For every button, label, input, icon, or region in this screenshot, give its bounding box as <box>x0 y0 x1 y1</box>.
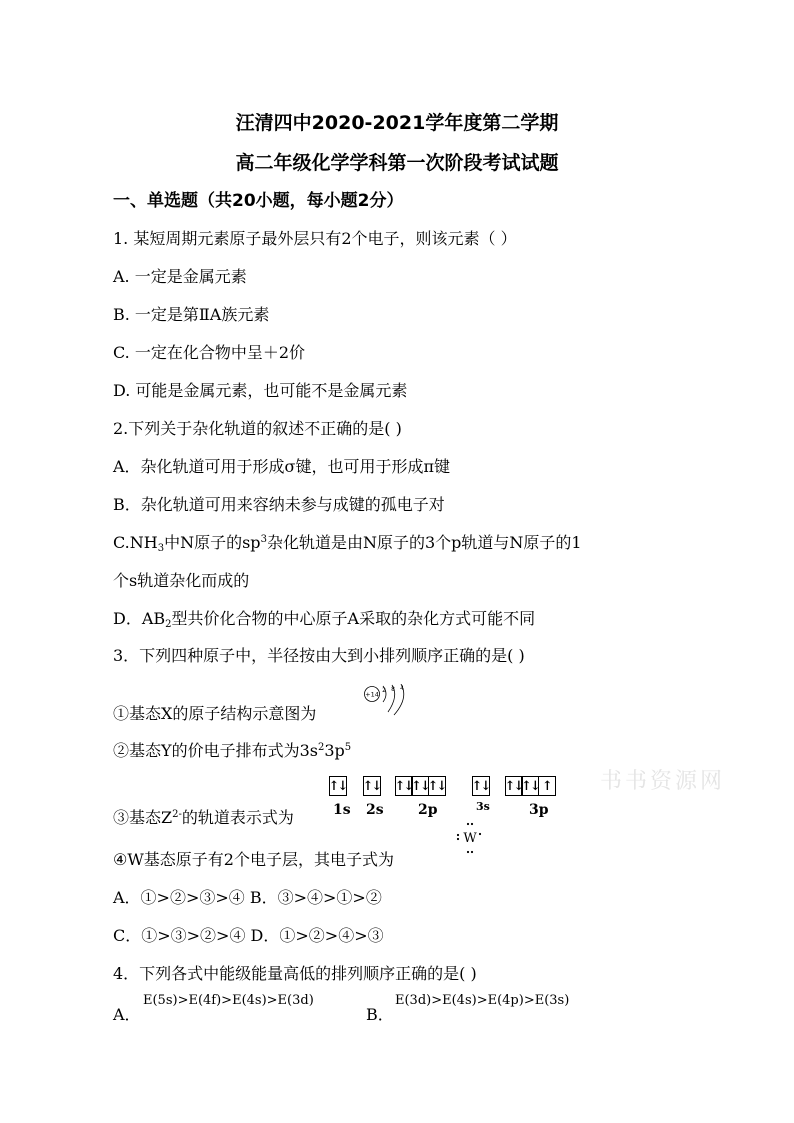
orbital-label-2s: 2s <box>366 802 384 818</box>
dot <box>457 838 459 840</box>
orbital-group-2p <box>396 776 446 796</box>
q1-option-c: C. 一定在化合物中呈＋2价 <box>113 343 306 362</box>
dot <box>467 823 469 825</box>
orbital-label-1s: 1s <box>333 802 351 818</box>
q2-c-pre: C.NH <box>113 533 158 552</box>
q2-option-c-continued: 个s轨道杂化而成的 <box>113 571 250 590</box>
nucleus-charge: +14 <box>365 690 379 699</box>
dot <box>479 833 481 835</box>
dot <box>471 851 473 853</box>
orbital-group-1s <box>330 776 347 796</box>
q2-c-post: 杂化轨道是由N原子的3个p轨道与N原子的1 <box>266 533 582 552</box>
q2-d-sub: 2 <box>165 619 172 630</box>
q2-option-b: B．杂化轨道可用来容纳未参与成键的孤电子对 <box>113 495 445 514</box>
orbital-group-3s <box>473 776 490 796</box>
w-symbol: W <box>463 831 477 846</box>
orbital-group-2s <box>364 776 381 796</box>
q2-d-pre: D．AB <box>113 609 166 628</box>
q3-options-cd: C．①>③>②>④ D．①>②>④>③ <box>113 926 384 945</box>
orbital-box: ↑↓ <box>505 776 523 796</box>
q2-option-d <box>113 606 535 630</box>
shell-electrons-3: 4 <box>400 685 404 692</box>
orbital-box: ↑↓ <box>521 776 539 796</box>
q2-option-a: A．杂化轨道可用于形成σ键，也可用于形成π键 <box>113 457 450 476</box>
q3-i2-pre: ②基态Y的价电子排布式为3s <box>113 741 318 760</box>
dot <box>471 823 473 825</box>
orbital-group-3p <box>506 776 556 796</box>
electron-dot-diagram <box>452 818 488 858</box>
q2-c-mid: 中N原子的sp <box>164 533 261 552</box>
q1-option-d: D. 可能是金属元素，也可能不是金属元素 <box>113 381 408 400</box>
orbital-box: ↑↓ <box>472 776 490 796</box>
orbital-box: ↑↓ <box>395 776 413 796</box>
q3-options-ab: A．①>②>③>④ B．③>④>①>② <box>113 888 382 907</box>
q2-c-sub: 3 <box>157 543 165 554</box>
q3-i2-sup1: 2 <box>317 742 325 753</box>
orbital-box: ↑↓ <box>411 776 429 796</box>
orbital-label-3p: 3p <box>529 802 549 818</box>
orbital-label-3s: 3s <box>476 800 490 813</box>
q4-option-a-expr: E(5s)>E(4f)>E(4s)>E(3d) <box>143 993 314 1008</box>
q2-option-c <box>113 530 582 554</box>
q3-i2-sup2: 5 <box>344 742 352 753</box>
q3-i3-sup: 2- <box>172 809 182 820</box>
exam-title-school: 汪清四中2020-2021学年度第二学期 <box>235 112 559 134</box>
orbital-box: ↑ <box>538 776 556 796</box>
watermark: 书书资源网 <box>600 769 726 794</box>
q1-option-b: B. 一定是第ⅡA族元素 <box>113 305 270 324</box>
q2-stem: 2.下列关于杂化轨道的叙述不正确的是( ) <box>113 419 402 438</box>
atomic-structure-diagram <box>362 684 418 716</box>
exam-title-subject: 高二年级化学学科第一次阶段考试试题 <box>235 152 559 174</box>
q3-item-2 <box>113 738 351 761</box>
q1-stem: 1. 某短周期元素原子最外层只有2个电子，则该元素（ ） <box>113 229 517 248</box>
shell-electrons-1: 2 <box>382 687 386 694</box>
q4-option-b-label: B． <box>366 1005 394 1024</box>
orbital-box: ↑↓ <box>363 776 381 796</box>
q3-item-3 <box>113 805 294 828</box>
q2-c-sup: 3 <box>260 534 267 545</box>
q1-option-a: A. 一定是金属元素 <box>113 267 247 286</box>
orbital-box: ↑↓ <box>329 776 347 796</box>
q3-item-4: ④W基态原子有2个电子层，其电子式为 <box>113 850 394 869</box>
q3-i3-pre: ③基态Z <box>113 808 173 827</box>
q3-i2-mid: 3p <box>324 741 345 760</box>
q3-stem: 3．下列四种原子中，半径按由大到小排列顺序正确的是( ) <box>113 646 525 665</box>
q4-stem: 4．下列各式中能级能量高低的排列顺序正确的是( ) <box>113 964 477 983</box>
q2-d-post: 型共价化合物的中心原子A采取的杂化方式可能不同 <box>171 609 536 628</box>
orbital-label-2p: 2p <box>418 802 438 818</box>
q3-item-1: ①基态X的原子结构示意图为 <box>113 704 317 723</box>
dot <box>467 851 469 853</box>
q4-option-b-expr: E(3d)>E(4s)>E(4p)>E(3s) <box>395 993 570 1008</box>
orbital-box: ↑↓ <box>428 776 446 796</box>
q4-option-a-label: A． <box>113 1005 141 1024</box>
q3-i3-post: 的轨道表示式为 <box>181 808 294 827</box>
section-heading: 一、单选题（共20小题，每小题2分） <box>113 191 404 211</box>
dot <box>457 834 459 836</box>
shell-electrons-2: 8 <box>391 686 395 693</box>
